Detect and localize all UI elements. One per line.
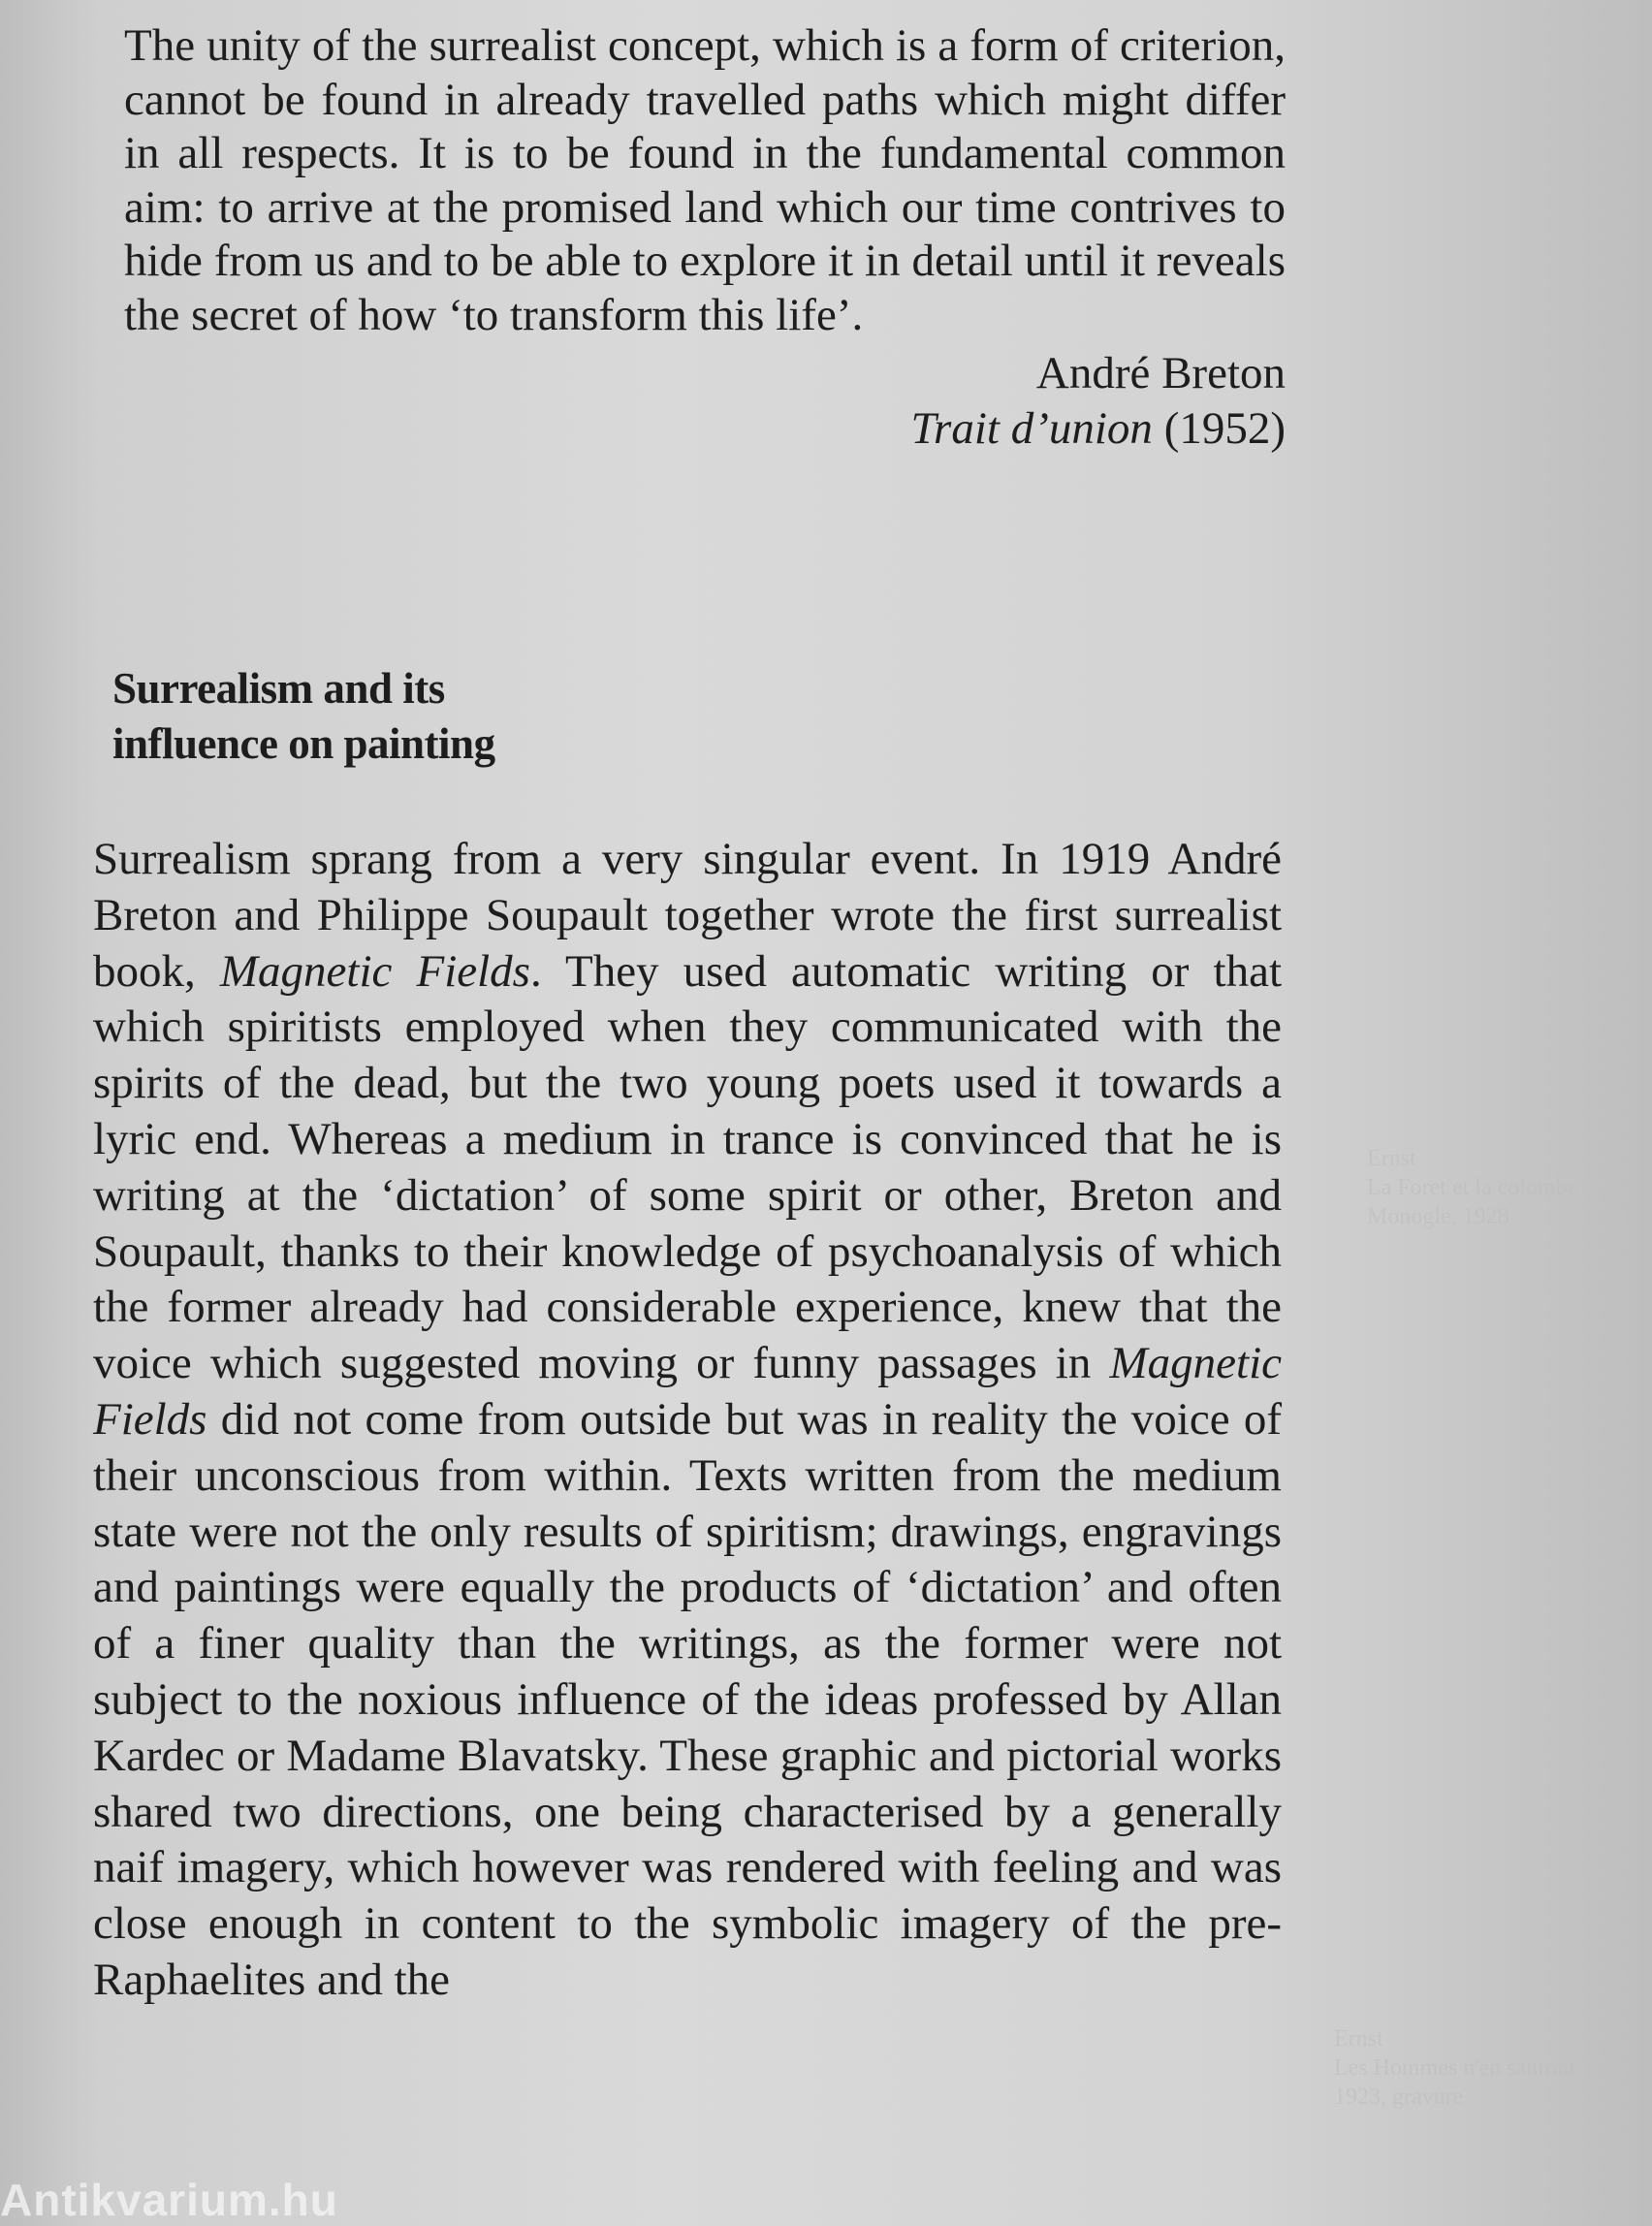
section-heading-line-2: influence on painting (112, 719, 495, 768)
epigraph-attribution (124, 346, 1286, 457)
section-heading-line-1: Surrealism and its (112, 664, 445, 713)
book-title: Magnetic Fields (93, 1338, 1282, 1445)
epigraph (124, 19, 1286, 457)
epigraph-work: Trait d’union (910, 403, 1153, 454)
show-through-caption: Ernst La Foret et la colombe Monogle, 1928 (1367, 1146, 1578, 1229)
epigraph-quote: The unity of the surrealist concept, which is a form of criterion, cannot be found in already travelled paths which might differ in all respects. It is to be found in the fundamental common aim: to arrive at the promised land which our time contrives to hide from us and to be able to explore it in detail until it reveals the secret of how ‘to transform this life’. (124, 20, 1286, 340)
body-paragraph: Surrealism sprang from a very singular event. In 1919 André Breton and Philippe Soupault together wrote the first surrealist book, Magnetic Fields. They used automatic writing or that which spiritists employed when they communicated with the spirits of the dead, but the two young poets used it towards a lyric end. Whereas a medium in trance is convinced that he is writing at the ‘dictation’ of some spirit or other, Breton and Soupault, thanks to their knowledge of psychoanalysis of which the former already had considerable experience, knew that the voice which suggested moving or funny passages in Magnetic Fields did not come from outside but was in reality the voice of their unconscious from within. Texts written from the medium state were not the only results of spiritism; drawings, engravings and paintings were equally the products of ‘dictation’ and often of a finer quality than the writings, as the former were not subject to the noxious influence of the ideas professed by Allan Kardec or Madame Blavatsky. These graphic and pictorial works shared two directions, one being characterised by a generally naif imagery, which however was rendered with feeling and was close enough in content to the symbolic imagery of the pre-Raphaelites and the (93, 834, 1283, 2005)
book-title: Magnetic Fields (219, 945, 530, 997)
section-heading (112, 661, 495, 772)
epigraph-year: (1952) (1163, 403, 1286, 454)
watermark: Antikvarium.hu (0, 2175, 338, 2225)
epigraph-author: André Breton (1035, 348, 1286, 398)
epigraph-source (124, 401, 1286, 457)
show-through-caption: Ernst Les Hommes n'en sauront 1923, gravure (1334, 2026, 1575, 2110)
